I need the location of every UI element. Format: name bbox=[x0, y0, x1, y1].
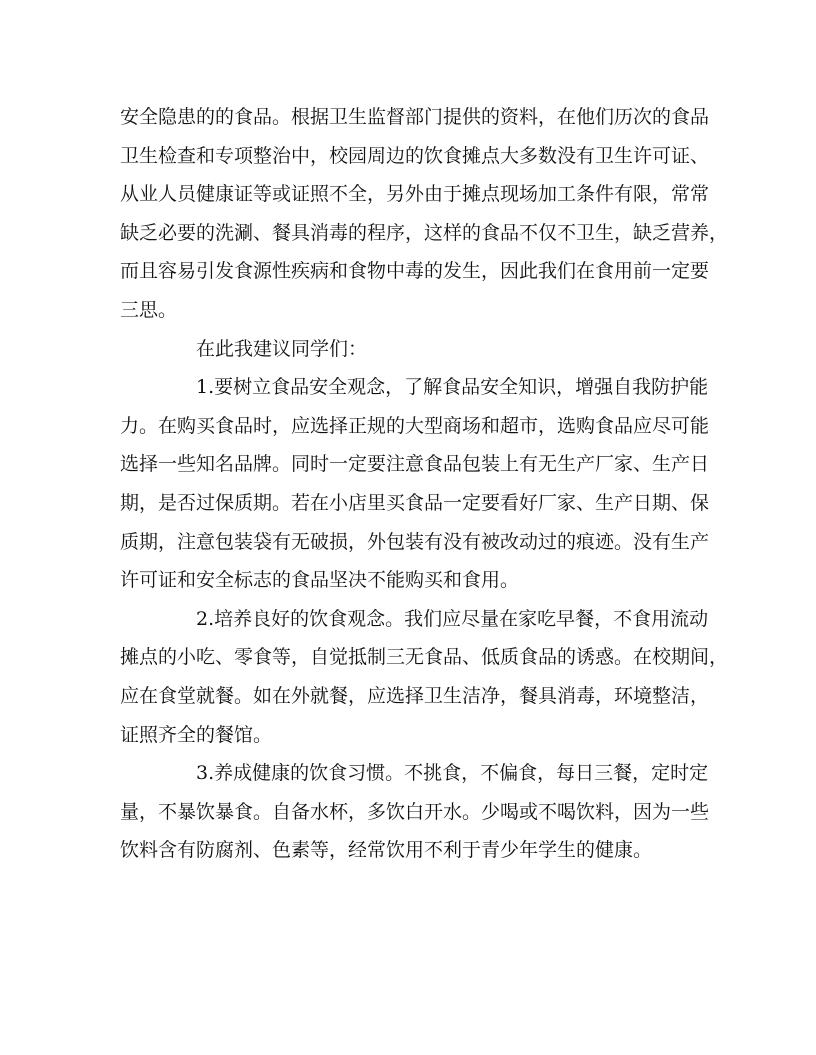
text-line: 饮料含有防腐剂、色素等，经常饮用不利于青少年学生的健康。 bbox=[120, 839, 653, 862]
text-line: 1.要树立食品安全观念，了解食品安全知识，增强自我防护能 bbox=[196, 376, 709, 399]
text-line: 选择一些知名品牌。同时一定要注意食品包装上有无生产厂家、生产日 bbox=[120, 453, 710, 476]
text-line: 摊点的小吃、零食等，自觉抵制三无食品、低质食品的诱惑。在校期间， bbox=[120, 646, 729, 669]
text-line: 期，是否过保质期。若在小店里买食品一定要看好厂家、生产日期、保 bbox=[120, 491, 710, 514]
document-body bbox=[120, 98, 729, 870]
suggestion-item-1 bbox=[120, 368, 710, 600]
intro-paragraph bbox=[120, 98, 729, 330]
text-line: 安全隐患的的食品。根据卫生监督部门提供的资料，在他们历次的食品 bbox=[120, 106, 710, 128]
text-line: 卫生检查和专项整治中，校园周边的饮食摊点大多数没有卫生许可证、 bbox=[120, 144, 710, 167]
text-line: 证照齐全的餐馆。 bbox=[120, 723, 273, 746]
text-line: 缺乏必要的洗涮、餐具消毒的程序，这样的食品不仅不卫生，缺乏营养， bbox=[120, 221, 729, 244]
text-line: 力。在购买食品时，应选择正规的大型商场和超市，选购食品应尽可能 bbox=[120, 414, 710, 437]
text-line: 在此我建议同学们： bbox=[196, 337, 368, 360]
text-line: 质期，注意包装袋有无破损，外包装有没有被改动过的痕迹。没有生产 bbox=[120, 530, 710, 553]
suggestion-item-3 bbox=[120, 754, 710, 870]
text-line: 2.培养良好的饮食观念。我们应尽量在家吃早餐，不食用流动 bbox=[196, 607, 709, 630]
text-line: 3.养成健康的饮食习惯。不挑食，不偏食，每日三餐，定时定 bbox=[196, 762, 709, 785]
text-line: 从业人员健康证等或证照不全，另外由于摊点现场加工条件有限，常常 bbox=[120, 183, 710, 206]
suggestion-intro-paragraph bbox=[120, 330, 696, 369]
text-line: 许可证和安全标志的食品坚决不能购买和食用。 bbox=[120, 569, 520, 592]
suggestion-item-2 bbox=[120, 600, 729, 754]
text-line: 三思。 bbox=[120, 298, 178, 321]
text-line: 应在食堂就餐。如在外就餐，应选择卫生洁净，餐具消毒，环境整洁， bbox=[120, 684, 710, 707]
text-line: 而且容易引发食源性疾病和食物中毒的发生，因此我们在食用前一定要 bbox=[120, 260, 710, 283]
text-line: 量，不暴饮暴食。自备水杯，多饮白开水。少喝或不喝饮料，因为一些 bbox=[120, 800, 710, 823]
